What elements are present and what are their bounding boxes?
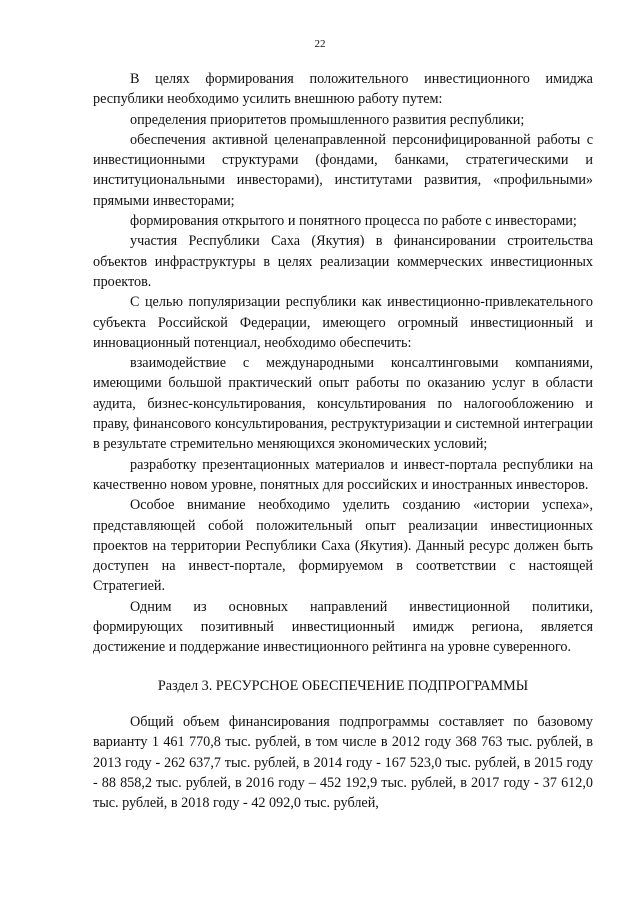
paragraph-investment-rating: Одним из основных направлений инвестиционной политики, формирующих позитивный инвестиционный имидж региона, является достижение и поддержание инвестиционного рейтинга на уровне суверенного. <box>93 598 593 656</box>
paragraph-presentation-materials: разработку презентационных материалов и инвест-портала республики на качественно новом уровне, понятных для российских и иностранных инвесторов. <box>93 456 593 493</box>
document-body <box>93 69 593 813</box>
paragraph-consulting-cooperation: взаимодействие с международными консалтинговыми компаниями, имеющими большой практический опыт работы по оказанию услуг в области аудита, бизнес-консультирования, консультирования по налогообложению и праву, финансового консультирования, реструктуризации и системной интеграции в результате стремительно меняющихся экономических условий; <box>93 355 593 453</box>
section-heading: Раздел 3. РЕСУРСНОЕ ОБЕСПЕЧЕНИЕ ПОДПРОГРАММЫ <box>157 677 529 694</box>
paragraph-open-process: формирования открытого и понятного процесса по работе с инвесторами; <box>130 213 577 230</box>
page-number: 22 <box>314 38 326 50</box>
paragraph-industrial-priorities: определения приоритетов промышленного развития республики; <box>130 111 525 128</box>
paragraph-infrastructure-financing: участия Республики Саха (Якутия) в финансировании строительства объектов инфраструктуры в целях реализации коммерческих инвестиционных проектов. <box>93 233 593 290</box>
paragraph-popularization: С целью популяризации республики как инвестиционно-привлекательного субъекта Российской Федерации, имеющего огромный инвестиционный и инновационный потенциал, необходимо обеспечить: <box>93 294 593 351</box>
paragraph-success-story: Особое внимание необходимо уделить созданию «истории успеха», представляющей собой положительный опыт реализации инвестиционных проектов на территории Республики Саха (Якутия). Данный ресурс должен быть доступен на инвест-портале, формируемом в соответствии с настоящей Стратегией. <box>93 497 593 595</box>
paragraph-budget: Общий объем финансирования подпрограммы составляет по базовому варианту 1 461 770,8 тыс. рублей, в том числе в 2012 году 368 763 тыс. рублей, в 2013 году - 262 637,7 тыс. рублей, в 2014 году - 167 523,0 тыс. рублей, в 2015 году - 88 858,2 тыс. рублей, в 2016 году – 452 192,9 тыс. рублей, в 2017 году - 37 612,0 тыс. рублей, в 2018 году - 42 092,0 тыс. рублей, <box>93 713 593 812</box>
paragraph-investor-work: обеспечения активной целенаправленной персонифицированной работы с инвестиционными структурами (фондами, банками, стратегическими и институциональными инвесторами), институтами развития, «профильными» прямыми инвесторами; <box>93 131 593 209</box>
paragraph-investment-image-intro: В целях формирования положительного инвестиционного имиджа республики необходимо усилить внешнюю работу путем: <box>93 71 593 108</box>
